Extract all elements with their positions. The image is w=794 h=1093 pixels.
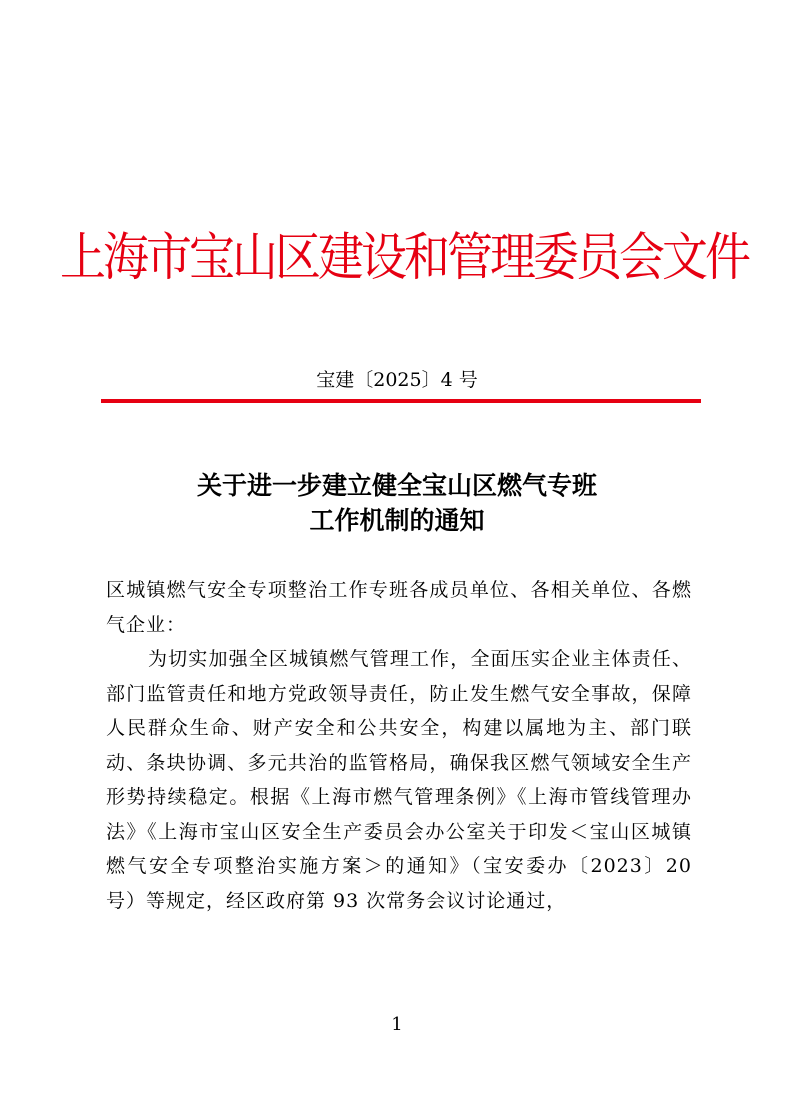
document-title-line-2: 工作机制的通知 [309, 506, 485, 535]
red-separator-line [101, 399, 701, 403]
issuing-organization-header: 上海市宝山区建设和管理委员会文件 [60, 226, 748, 288]
document-body [106, 573, 692, 918]
body-paragraph-1: 为切实加强全区城镇燃气管理工作，全面压实企业主体责任、部门监管责任和地方党政领导责任，防止发生燃气安全事故，保障人民群众生命、财产安全和公共安全，构建以属地为主、部门联动、条块协调、多元共治的监管格局，确保我区燃气领域安全生产形势持续稳定。根据《上海市燃气管理条例》《上海市管线管理办法》《上海市宝山区安全生产委员会办公室关于印发＜宝山区城镇燃气安全专项整治实施方案＞的通知》（宝安委办〔2023〕20 号）等规定，经区政府第 93 次常务会议讨论通过， [106, 648, 692, 912]
document-title [100, 468, 694, 538]
document-title-line-1: 关于进一步建立健全宝山区燃气专班 [196, 471, 597, 500]
document-number: 宝建〔2025〕4 号 [316, 369, 478, 391]
addressee-paragraph: 区城镇燃气安全专项整治工作专班各成员单位、各相关单位、各燃气企业： [106, 579, 692, 636]
page-number: 1 [391, 1014, 403, 1035]
